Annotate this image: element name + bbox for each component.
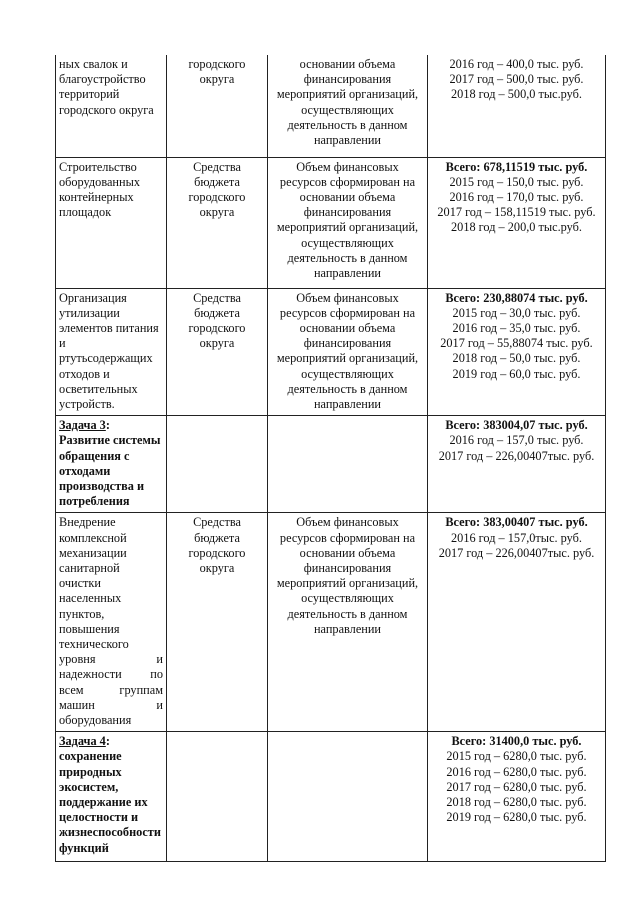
basis-cell	[268, 732, 428, 862]
funding-total: Всего: 678,11519 тыс. руб.	[445, 159, 588, 174]
source-cell: Средства бюджета городского округа	[167, 288, 268, 416]
source-cell	[167, 416, 268, 513]
basis-cell: Объем финансовых ресурсов сформирован на основании объема финансирования мероприятий организаций, осуществляющих деятельность в данном направлении	[268, 288, 428, 416]
funding-cell: Всего: 31400,0 тыс. руб. 2015 год – 6280,0 тыс. руб. 2016 год – 6280,0 тыс. руб. 2017 год – 6280,0 тыс. руб. 2018 год – 6280,0 тыс. руб. 2019 год – 6280,0 тыс. руб.	[428, 732, 606, 862]
table-row	[56, 732, 606, 862]
funding-cell: Всего: 678,11519 тыс. руб. 2015 год – 150,0 тыс. руб. 2016 год – 170,0 тыс. руб. 2017 год – 158,11519 тыс. руб. 2018 год – 200,0 тыс.руб.	[428, 157, 606, 288]
source-cell: Средства бюджета городского округа	[167, 157, 268, 288]
activity-cell: Организация утилизации элементов питания и ртутьсодержащих отходов и осветительных устройств.	[56, 288, 167, 416]
task-cell: Задача 4: сохранение природных экосистем, поддержание их целостности и жизнеспособности функций	[56, 732, 167, 862]
funding-total: Всего: 383,00407 тыс. руб.	[445, 515, 588, 530]
table-row	[56, 288, 606, 416]
funding-total: Всего: 31400,0 тыс. руб.	[451, 734, 582, 749]
funding-cell: 2016 год – 400,0 тыс. руб. 2017 год – 500,0 тыс. руб. 2018 год – 500,0 тыс.руб.	[428, 55, 606, 157]
funding-cell: Всего: 230,88074 тыс. руб. 2015 год – 30,0 тыс. руб. 2016 год – 35,0 тыс. руб. 2017 год – 55,88074 тыс. руб. 2018 год – 50,0 тыс. руб. 2019 год – 60,0 тыс. руб.	[428, 288, 606, 416]
funding-total: Всего: 383004,07 тыс. руб.	[445, 418, 588, 433]
funding-total: Всего: 230,88074 тыс. руб.	[445, 290, 588, 305]
basis-cell: Объем финансовых ресурсов сформирован на основании объема финансирования мероприятий организаций, осуществляющих деятельность в данном направлении	[268, 513, 428, 732]
task-label: Задача 3	[59, 418, 106, 433]
basis-cell: Объем финансовых ресурсов сформирован на основании объема финансирования мероприятий организаций, осуществляющих деятельность в данном направлении	[268, 157, 428, 288]
source-cell: городского округа	[167, 55, 268, 157]
basis-cell	[268, 416, 428, 513]
table-row	[56, 55, 606, 157]
table-row	[56, 513, 606, 732]
activity-cell: Строительство оборудованных контейнерных площадок	[56, 157, 167, 288]
table-row	[56, 157, 606, 288]
activity-cell: ных свалок и благоустройство территорий городского округа	[56, 55, 167, 157]
source-cell: Средства бюджета городского округа	[167, 513, 268, 732]
funding-cell: Всего: 383,00407 тыс. руб. 2016 год – 157,0тыс. руб. 2017 год – 226,00407тыс. руб.	[428, 513, 606, 732]
task-cell: Задача 3: Развитие системы обращения с отходами производства и потребления	[56, 416, 167, 513]
basis-cell: основании объема финансирования мероприятий организаций, осуществляющих деятельность в данном направлении	[268, 55, 428, 157]
task-label: Задача 4	[59, 734, 106, 749]
source-cell	[167, 732, 268, 862]
table-row	[56, 416, 606, 513]
program-table	[55, 55, 606, 862]
activity-cell: Внедрение комплексной механизации санитарной очистки населенных пунктов, повышения технического уровня и надежности по всем группам машин и оборудования	[56, 513, 167, 732]
funding-cell: Всего: 383004,07 тыс. руб. 2016 год – 157,0 тыс. руб. 2017 год – 226,00407тыс. руб.	[428, 416, 606, 513]
